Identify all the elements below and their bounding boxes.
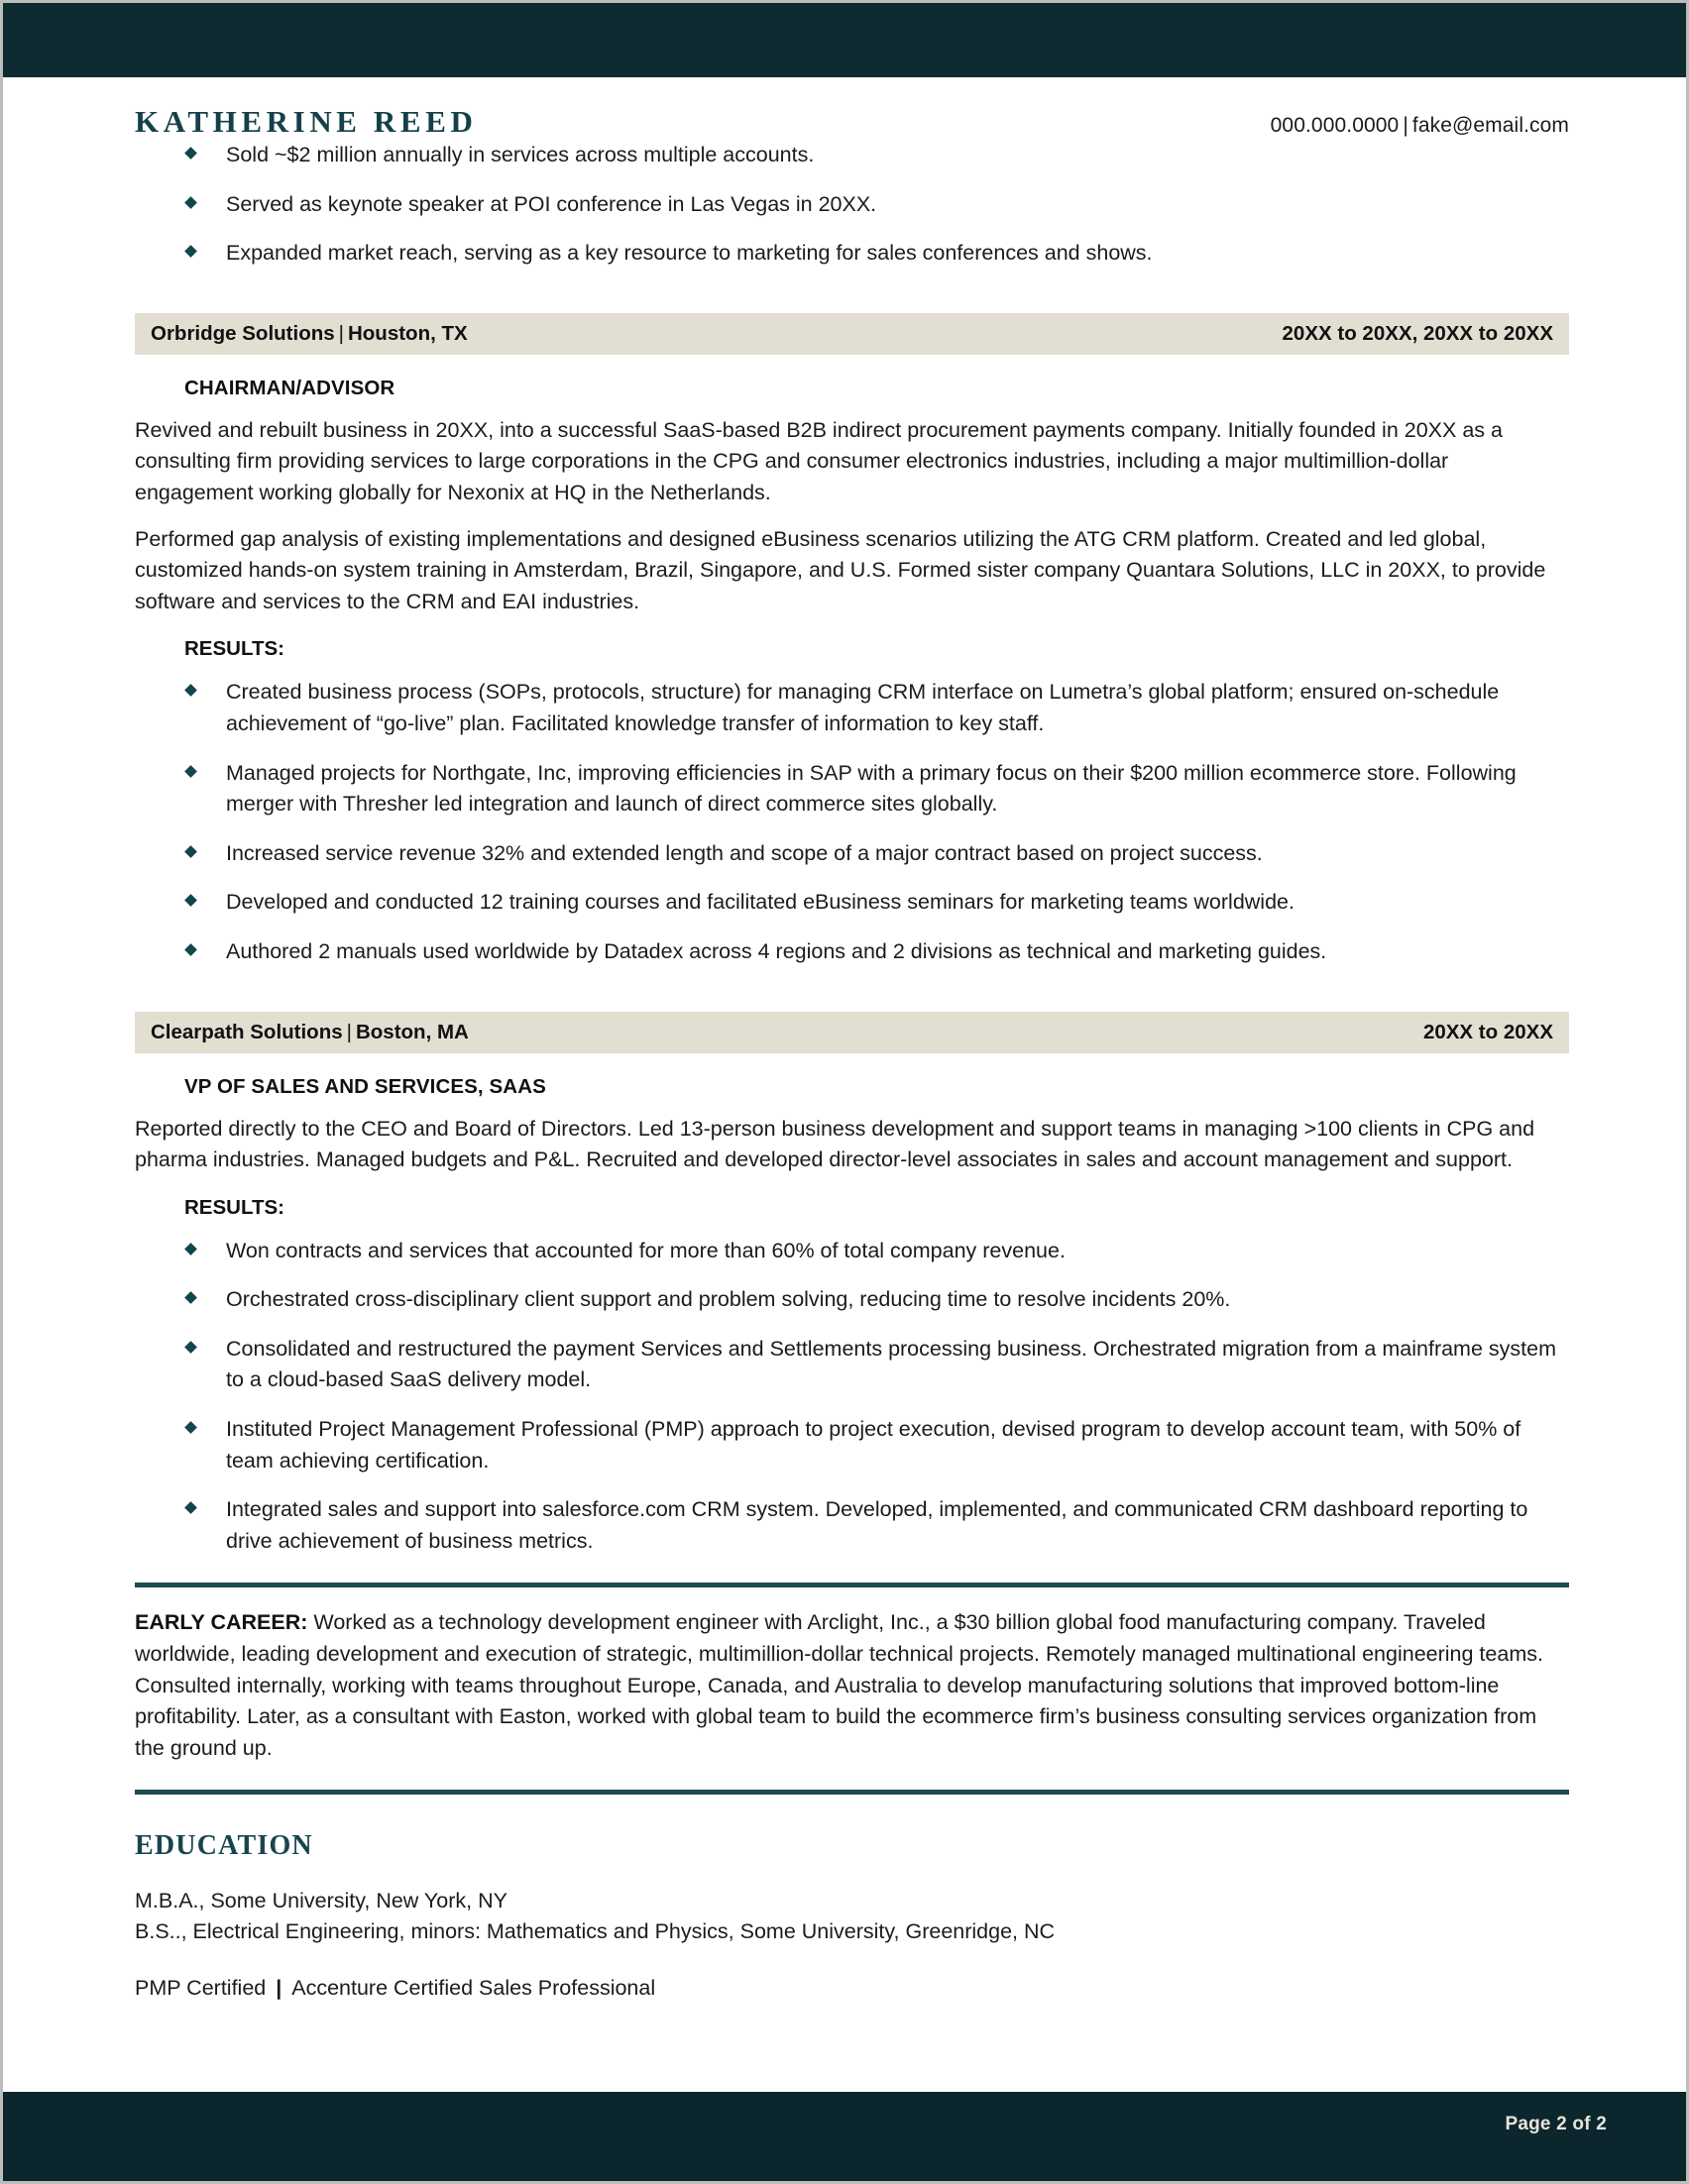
section-divider-top [135,1583,1569,1587]
list-item [135,1494,1569,1557]
job-company-location [151,322,468,346]
education-list [135,1886,1569,1946]
job-paragraph: Revived and rebuilt business in 20XX, into a successful SaaS-based B2B indirect procurement payments company. Initially founded in 20XX as a consulting firm providing services to large corporations in the CPG and consumer electronics industries, including a major multimillion-dollar engagement working globally for Nexonix at HQ in the Netherlands. [135,417,1503,504]
list-item [135,238,1569,270]
certification-item: Accenture Certified Sales Professional [291,1976,656,2001]
job-paragraph: Performed gap analysis of existing implementations and designed eBusiness scenarios utilizing the ATG CRM platform. Created and led global, customized hands-on system training in Amsterdam, Brazil, Singapore, and U.S. Formed sister company Quantara Solutions, LLC in 20XX, to provide software and services to the CRM and EAI industries. [135,526,1546,613]
results-label: RESULTS: [184,1195,284,1219]
list-item-text: Developed and conducted 12 training courses and facilitated eBusiness seminars for marketing teams worldwide. [226,890,1295,915]
job-dates: 20XX to 20XX, 20XX to 20XX [1282,321,1553,345]
diamond-bullet-icon [184,196,197,209]
list-item [135,936,1569,968]
top-accent-bar [3,3,1686,77]
early-career-label: EARLY CAREER: [135,1610,308,1635]
list-item-text: Expanded market reach, serving as a key resource to marketing for sales conferences and shows. [226,241,1153,266]
company-separator: | [346,1020,352,1043]
diamond-bullet-icon [184,1341,197,1354]
diamond-bullet-icon [184,147,197,160]
list-item-text: Created business process (SOPs, protocols, structure) for managing CRM interface on Lumetra’s global platform; ensured on-schedule achievement of “go-live” plan. Facilitated knowledge transfer of information to key staff. [226,680,1500,735]
education-heading: EDUCATION [135,1830,313,1862]
list-item [135,887,1569,919]
education-degree: B.S.., Electrical Engineering, minors: Mathematics and Physics, Some University, Greenridge, NC [135,1918,1056,1943]
job-title: CHAIRMAN/ADVISOR [184,376,395,399]
diamond-bullet-icon [184,684,197,697]
page-number: Page 2 of 2 [1505,2114,1607,2134]
list-item-text: Consolidated and restructured the payment Services and Settlements processing business. Orchestrated migration from a mainframe system to a cloud-based SaaS delivery model. [226,1336,1556,1392]
diamond-bullet-icon [184,1501,197,1514]
job-paragraph: Reported directly to the CEO and Board of Directors. Led 13-person business development and support teams in managing >100 clients in CPG and pharma industries. Managed budgets and P&L. Recruited and developed director-level associates in sales and account management and support. [135,1116,1535,1172]
section-divider-bottom [135,1790,1569,1795]
list-item-text: Won contracts and services that accounted for more than 60% of total company revenue. [226,1238,1066,1262]
company-separator: | [338,321,344,345]
list-item [135,1236,1569,1267]
certifications [135,1976,1569,2001]
company-name: Orbridge Solutions [151,321,335,345]
diamond-bullet-icon [184,1291,197,1304]
list-item-text: Managed projects for Northgate, Inc, improving efficiencies in SAP with a primary focus on their $200 million ecommerce store. Following merger with Thresher led integration and launch of direct commerce sites globally. [226,760,1517,817]
diamond-bullet-icon [184,765,197,778]
list-item-text: Increased service revenue 32% and extended length and scope of a major contract based on project success. [226,840,1263,865]
list-item [135,758,1569,820]
list-item-text: Sold ~$2 million annually in services across multiple accounts. [226,143,815,166]
list-item [135,189,1569,221]
list-item [135,677,1569,739]
page-title: KATHERINE REED [135,104,478,139]
job-header-bar [135,313,1569,355]
phone-number: 000.000.0000 [1270,114,1400,137]
list-item-text: Authored 2 manuals used worldwide by Datadex across 4 regions and 2 divisions as technical and marketing guides. [226,938,1327,963]
diamond-bullet-icon [184,1421,197,1434]
diamond-bullet-icon [184,943,197,956]
diamond-bullet-icon [184,894,197,907]
list-item-text: Served as keynote speaker at POI conference in Las Vegas in 20XX. [226,191,877,216]
job-dates: 20XX to 20XX [1422,1020,1553,1043]
job-entry-orbridge [135,313,1569,968]
early-career-text: Worked as a technology development engineer with Arclight, Inc., a $30 billion global food manufacturing company. Traveled worldwide, leading development and execution of strategic, multimillion-dollar technical projects. Remotely managed multinational engineering teams. Consulted internally, working with teams throughout Europe, Canada, and Australia to develop manufacturing solutions that improved bottom-line profitability. Later, as a consultant with Easton, worked with global team to build the ecommerce firm’s business consulting services organization from the ground up. [135,1610,1543,1760]
list-item [135,838,1569,870]
job-header-bar [135,1012,1569,1053]
certification-item: PMP Certified [135,1976,267,2001]
contact-info [1271,114,1569,138]
job-title: VP OF SALES AND SERVICES, SAAS [184,1074,546,1098]
early-career-paragraph [135,1607,1569,1764]
email-address[interactable]: fake@email.com [1411,114,1569,137]
company-location: Houston, TX [347,321,468,345]
list-item [135,1414,1569,1476]
job-results-list [135,1236,1569,1558]
top-bullet-list [135,140,1569,270]
page-content [3,77,1686,2092]
list-item-text: Instituted Project Management Professional (PMP) approach to project execution, devised program to develop account team, with 50% of team achieving certification. [226,1417,1521,1473]
education-degree: M.B.A., Some University, New York, NY [135,1889,507,1913]
list-item [135,140,1569,171]
company-name: Clearpath Solutions [151,1020,343,1043]
results-label: RESULTS: [184,637,284,661]
job-company-location [151,1021,469,1044]
diamond-bullet-icon [184,245,197,258]
diamond-bullet-icon [184,1243,197,1256]
diamond-bullet-icon [184,845,197,858]
job-entry-clearpath [135,1012,1569,1558]
list-item-text: Orchestrated cross-disciplinary client support and problem solving, reducing time to resolve incidents 20%. [226,1287,1231,1312]
certification-separator: | [276,1976,282,2001]
contact-separator: | [1403,114,1408,137]
list-item-text: Integrated sales and support into salesforce.com CRM system. Developed, implemented, and communicated CRM dashboard reporting to drive achievement of business metrics. [226,1497,1528,1553]
job-results-list [135,677,1569,967]
list-item [135,1284,1569,1316]
footer-bar [3,2092,1686,2181]
name-header-row [135,77,1569,140]
list-item [135,1334,1569,1396]
company-location: Boston, MA [355,1020,469,1043]
